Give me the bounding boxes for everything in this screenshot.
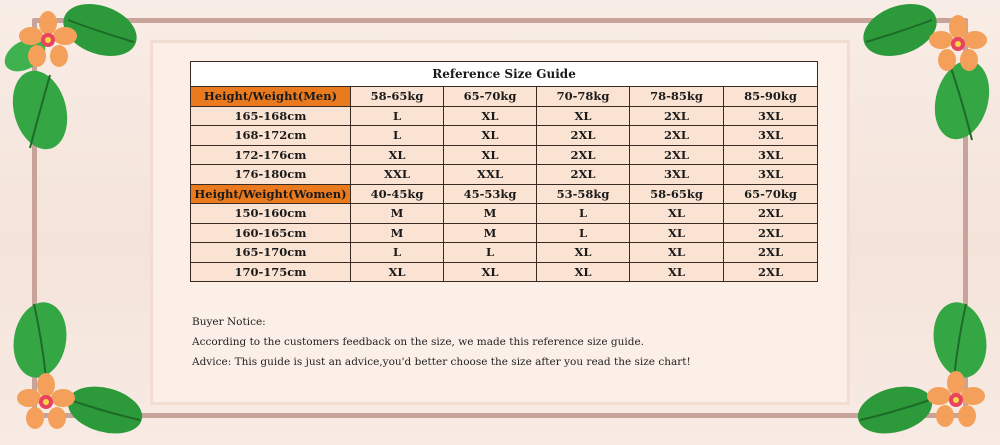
- weight-header: 40-45kg: [351, 184, 444, 204]
- size-cell: 2XL: [724, 262, 818, 282]
- flower-icon: [926, 370, 986, 430]
- notice-heading: Buyer Notice:: [192, 316, 266, 328]
- weight-header: 85-90kg: [724, 87, 818, 107]
- height-cell: 168-172cm: [191, 126, 351, 146]
- weight-header: 53-58kg: [537, 184, 630, 204]
- size-cell: 3XL: [724, 126, 818, 146]
- size-cell: XL: [444, 145, 537, 165]
- size-cell: 2XL: [537, 145, 630, 165]
- height-cell: 176-180cm: [191, 165, 351, 185]
- size-cell: XL: [630, 223, 724, 243]
- size-cell: XL: [351, 145, 444, 165]
- table-title: Reference Size Guide: [191, 62, 818, 87]
- size-cell: 3XL: [724, 106, 818, 126]
- weight-header: 45-53kg: [444, 184, 537, 204]
- size-cell: 2XL: [630, 106, 724, 126]
- header-row-men: [191, 87, 818, 107]
- size-cell: L: [537, 204, 630, 224]
- size-cell: 2XL: [724, 243, 818, 263]
- table-row: [191, 126, 818, 146]
- size-cell: XL: [444, 126, 537, 146]
- size-cell: 3XL: [630, 165, 724, 185]
- size-cell: 3XL: [724, 145, 818, 165]
- size-cell: XL: [444, 262, 537, 282]
- header-label-men: Height/Weight(Men): [191, 87, 351, 107]
- size-cell: XL: [630, 262, 724, 282]
- flower-icon: [928, 14, 988, 74]
- size-cell: 2XL: [630, 145, 724, 165]
- size-cell: XL: [630, 204, 724, 224]
- height-cell: 165-168cm: [191, 106, 351, 126]
- size-cell: 2XL: [537, 165, 630, 185]
- height-cell: 160-165cm: [191, 223, 351, 243]
- header-row-women: [191, 184, 818, 204]
- weight-header: 58-65kg: [351, 87, 444, 107]
- size-cell: L: [537, 223, 630, 243]
- size-guide-table: [190, 61, 818, 282]
- table-row: [191, 262, 818, 282]
- size-cell: M: [444, 223, 537, 243]
- weight-header: 58-65kg: [630, 184, 724, 204]
- height-cell: 172-176cm: [191, 145, 351, 165]
- size-cell: XXL: [444, 165, 537, 185]
- size-cell: XL: [444, 106, 537, 126]
- size-cell: XXL: [351, 165, 444, 185]
- height-cell: 150-160cm: [191, 204, 351, 224]
- size-cell: 2XL: [724, 223, 818, 243]
- table-row: [191, 106, 818, 126]
- notice-line-2: Advice: This guide is just an advice,you'd better choose the size after you read the size chart!: [192, 356, 691, 368]
- table-row: [191, 243, 818, 263]
- size-cell: XL: [630, 243, 724, 263]
- size-cell: XL: [351, 262, 444, 282]
- table-row: [191, 145, 818, 165]
- table-row: [191, 204, 818, 224]
- height-cell: 165-170cm: [191, 243, 351, 263]
- table-row: [191, 165, 818, 185]
- size-cell: L: [444, 243, 537, 263]
- size-cell: XL: [537, 106, 630, 126]
- flower-icon: [16, 372, 76, 432]
- size-cell: 2XL: [537, 126, 630, 146]
- size-cell: XL: [537, 262, 630, 282]
- weight-header: 70-78kg: [537, 87, 630, 107]
- notice-line-1: According to the customers feedback on the size, we made this reference size guide.: [192, 336, 645, 348]
- table-row: [191, 223, 818, 243]
- buyer-notice: [192, 314, 812, 374]
- flower-icon: [18, 10, 78, 70]
- size-cell: XL: [537, 243, 630, 263]
- size-cell: 2XL: [724, 204, 818, 224]
- size-cell: L: [351, 106, 444, 126]
- size-cell: M: [351, 223, 444, 243]
- weight-header: 65-70kg: [444, 87, 537, 107]
- weight-header: 78-85kg: [630, 87, 724, 107]
- size-cell: L: [351, 126, 444, 146]
- size-cell: 3XL: [724, 165, 818, 185]
- size-cell: 2XL: [630, 126, 724, 146]
- size-cell: M: [351, 204, 444, 224]
- size-cell: M: [444, 204, 537, 224]
- weight-header: 65-70kg: [724, 184, 818, 204]
- header-label-women: Height/Weight(Women): [191, 184, 351, 204]
- size-cell: L: [351, 243, 444, 263]
- height-cell: 170-175cm: [191, 262, 351, 282]
